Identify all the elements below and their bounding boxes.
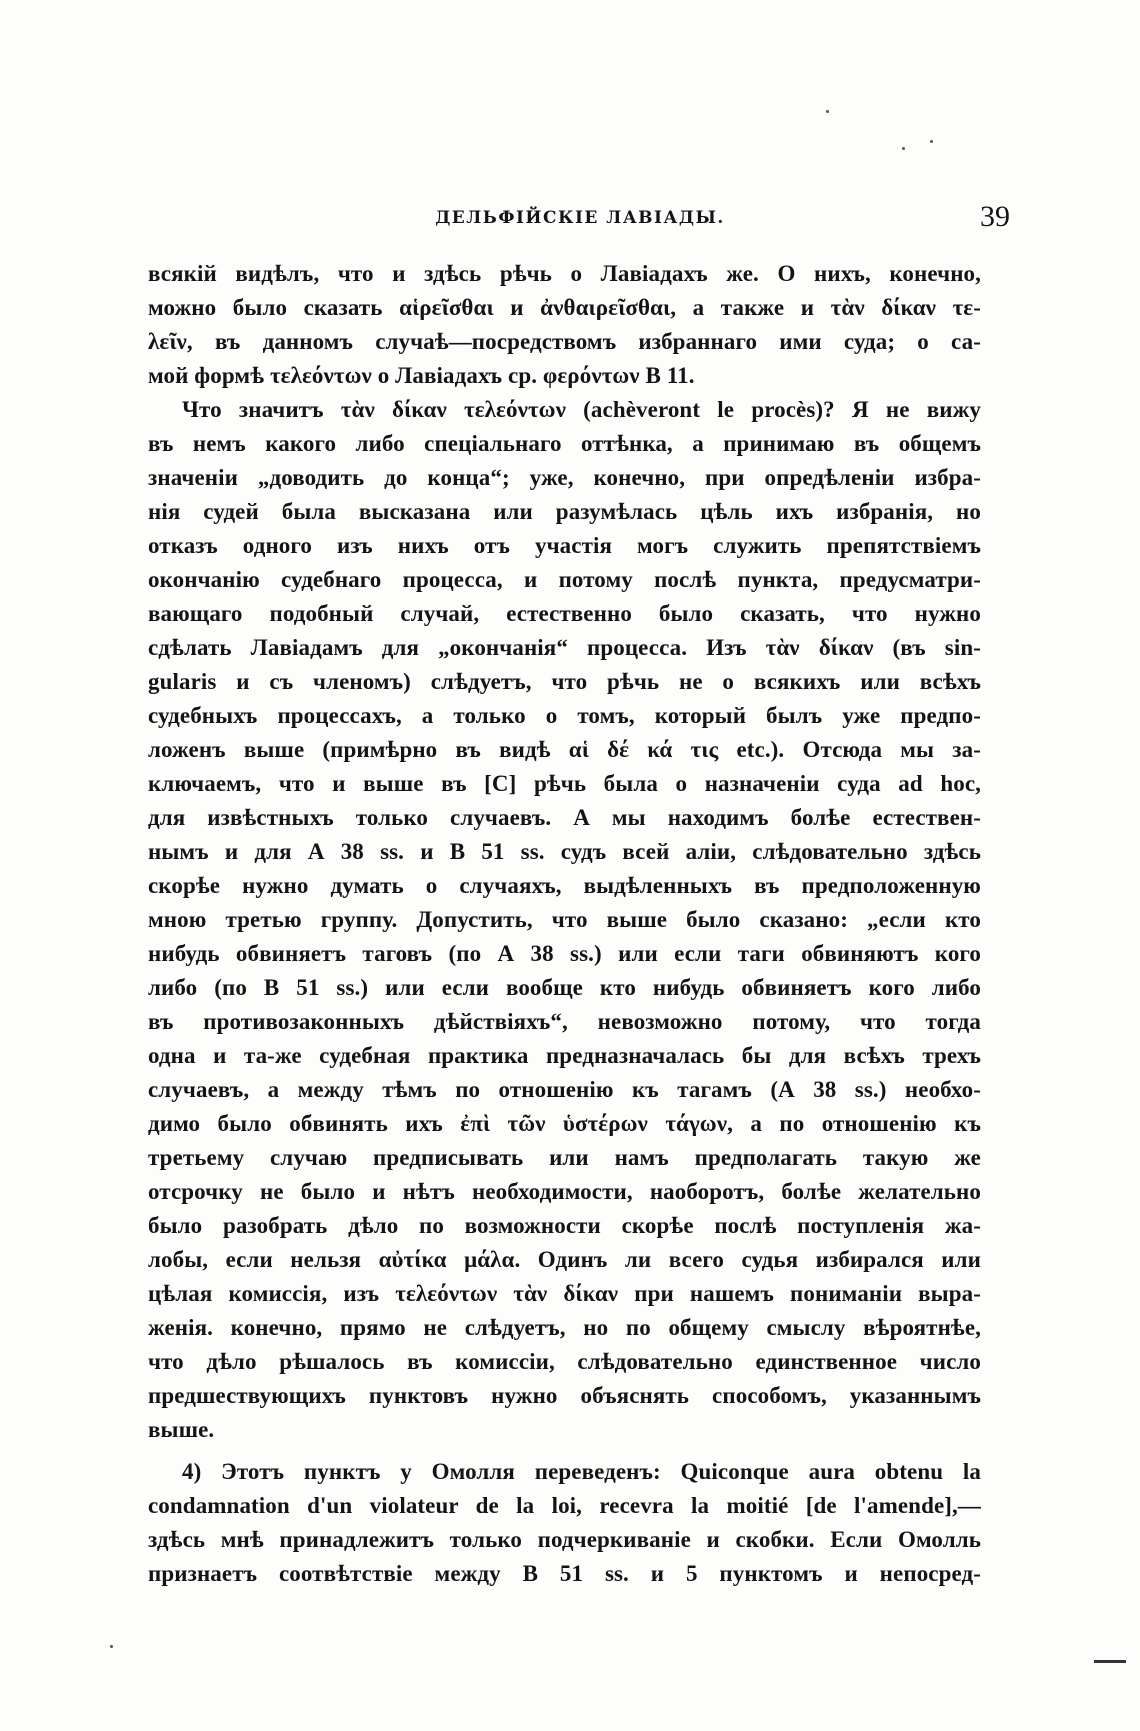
scan-speck: [902, 147, 905, 150]
page-body: [148, 257, 981, 1591]
text-line: скорѣе нужно думать о случаяхъ, выдѣленныхъ въ предположенную: [148, 873, 981, 898]
page-header: [150, 200, 1010, 240]
running-title: ДЕЛЬФІЙСКІЕ ЛАВІАДЫ.: [435, 208, 725, 228]
text-line: здѣсь мнѣ принадлежитъ только подчеркиваніе и скобки. Если Омолль: [148, 1527, 981, 1552]
text-line: третьему случаю предписывать или намъ предполагать такую же: [148, 1145, 981, 1170]
text-line: либо (по В 51 ss.) или если вообще кто нибудь обвиняетъ кого либо: [148, 975, 981, 1000]
text-line: цѣлая комиссія, изъ τελεόντων τὰν δίκαν при нашемъ пониманіи выра-: [148, 1281, 981, 1306]
text-line: нымъ и для А 38 ss. и В 51 ss. судъ всей аліи, слѣдовательно здѣсь: [148, 839, 981, 864]
text-line: можно было сказать αἱρεῖσθαι и ἀνθαιρεῖσθαι, а также и τὰν δίκαν τε-: [148, 295, 981, 320]
text-line: отсрочку не было и нѣтъ необходимости, наоборотъ, болѣе желательно: [148, 1179, 981, 1204]
text-line: мой формѣ τελεόντων о Лавіадахъ ср. φερόντων В 11.: [148, 363, 695, 388]
text-line: въ немъ какого либо спеціальнаго оттѣнка, а принимаю въ общемъ: [148, 431, 981, 456]
text-line: предшествующихъ пунктовъ нужно объяснять способомъ, указаннымъ: [148, 1383, 981, 1408]
text-line: нибудь обвиняетъ таговъ (по А 38 ss.) или если таги обвиняютъ кого: [148, 941, 981, 966]
text-line: нія судей была высказана или разумѣлась цѣль ихъ избранія, но: [148, 499, 981, 524]
text-line: женія. конечно, прямо не слѣдуетъ, но по общему смыслу вѣроятнѣе,: [148, 1315, 981, 1340]
scan-dash-mark: [1094, 1660, 1126, 1663]
text-line: Что значитъ τὰν δίκαν τελεόντων (achèveront le procès)? Я не вижу: [182, 397, 981, 422]
text-line: condamnation d'un violateur de la loi, recevra la moitié [de l'amende],—: [148, 1493, 981, 1518]
text-line: димо было обвинять ихъ ἐπὶ τῶν ὑστέρων τάγων, а по отношенію къ: [148, 1111, 981, 1136]
text-line: сдѣлать Лавіадамъ для „окончанія“ процесса. Изъ τὰν δίκαν (въ sin-: [148, 635, 981, 660]
text-line: отказъ одного изъ нихъ отъ участія могъ служить препятствіемъ: [148, 533, 981, 558]
scan-speck: [930, 140, 933, 143]
text-line: gularis и съ членомъ) слѣдуетъ, что рѣчь не о всякихъ или всѣхъ: [148, 669, 981, 694]
text-line: выше.: [148, 1417, 215, 1442]
text-line: судебныхъ процессахъ, а только о томъ, который былъ уже предпо-: [148, 703, 981, 728]
text-line: окончанію судебнаго процесса, и потому послѣ пункта, предусматри-: [148, 567, 981, 592]
text-line: ложенъ выше (примѣрно въ видѣ αἱ δέ κά τις etc.). Отсюда мы за-: [148, 737, 981, 762]
page-number: 39: [980, 200, 1010, 233]
text-line: что дѣло рѣшалось въ комиссіи, слѣдовательно единственное число: [148, 1349, 981, 1374]
text-line: въ противозаконныхъ дѣйствіяхъ“, невозможно потому, что тогда: [148, 1009, 981, 1034]
text-line: ключаемъ, что и выше въ [C] рѣчь была о назначеніи суда ad hoc,: [148, 771, 981, 796]
text-line: было разобрать дѣло по возможности скорѣе послѣ поступленія жа-: [148, 1213, 981, 1238]
text-line: мною третью группу. Допустить, что выше было сказано: „если кто: [148, 907, 981, 932]
text-line: значеніи „доводить до конца“; уже, конечно, при опредѣленіи избра-: [148, 465, 981, 490]
scan-speck: [826, 110, 829, 113]
text-line: λεῖν, въ данномъ случаѣ—посредствомъ избраннаго ими суда; о са-: [148, 329, 981, 354]
text-line: случаевъ, а между тѣмъ по отношенію къ тагамъ (А 38 ss.) необхо-: [148, 1077, 981, 1102]
text-line: 4) Этотъ пунктъ у Омолля переведенъ: Quiconque aura obtenu la: [182, 1459, 981, 1484]
text-line: вающаго подобный случай, естественно было сказать, что нужно: [148, 601, 981, 626]
text-line: признаетъ соотвѣтствіе между В 51 ss. и 5 пунктомъ и непосред-: [148, 1561, 981, 1586]
text-line: для извѣстныхъ только случаевъ. А мы находимъ болѣе естествен-: [148, 805, 981, 830]
scan-speck: [110, 1645, 113, 1648]
text-line: одна и та-же судебная практика предназначалась бы для всѣхъ трехъ: [148, 1043, 981, 1068]
text-line: лобы, если нельзя αὐτίκα μάλα. Одинъ ли всего судья избирался или: [148, 1247, 981, 1272]
text-line: всякій видѣлъ, что и здѣсь рѣчь о Лавіадахъ же. О нихъ, конечно,: [148, 261, 981, 286]
